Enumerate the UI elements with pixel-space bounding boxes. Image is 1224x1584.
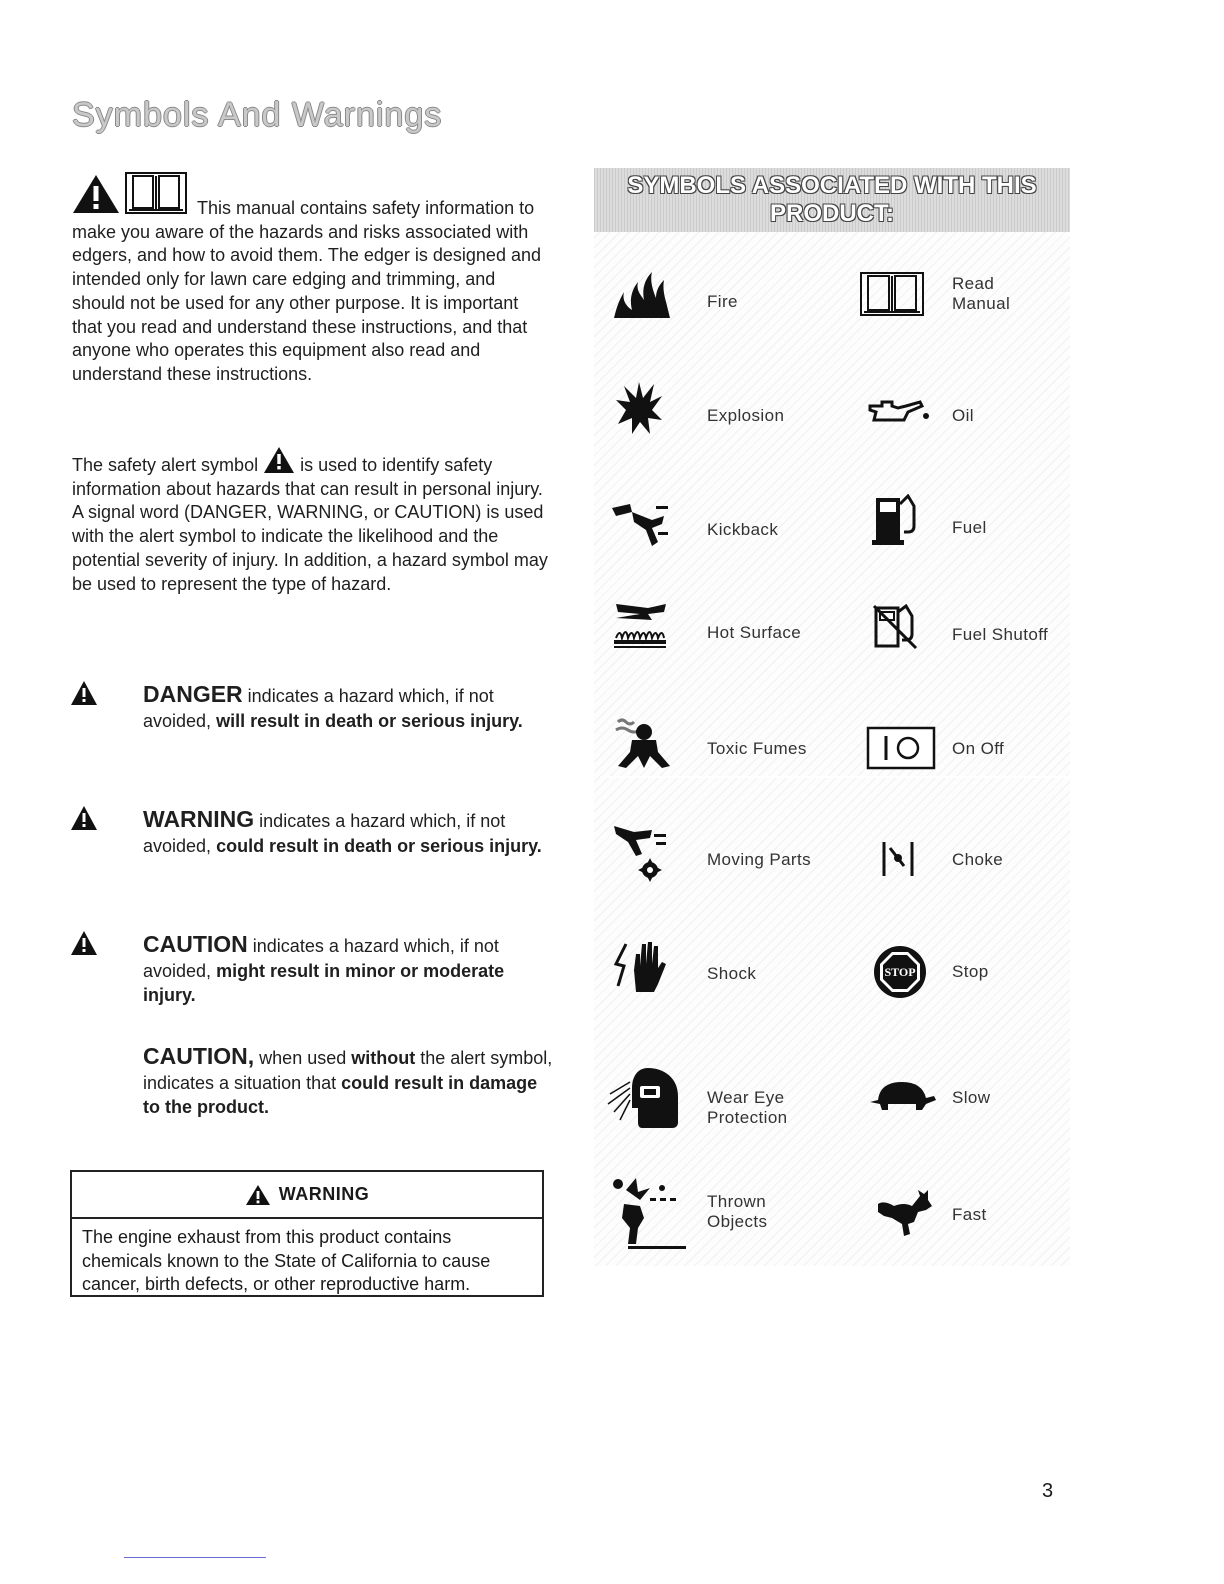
symbol-label-stop: Stop xyxy=(952,962,989,981)
symbol-label-explosion: Explosion xyxy=(707,406,785,425)
eye-protection-icon xyxy=(606,1064,684,1130)
safety-alert-icon xyxy=(245,1184,271,1206)
symbol-label-moving-parts: Moving Parts xyxy=(707,850,812,869)
safety-alert-icon xyxy=(263,446,295,474)
page-title: Symbols And Warnings xyxy=(72,96,443,134)
choke-icon xyxy=(880,838,916,878)
caution-product-definition: CAUTION, when used without the alert symbol, indicates a situation that could result in damage to the product. xyxy=(143,1043,553,1117)
warning-box-header: WARNING xyxy=(72,1172,542,1219)
page-number: 3 xyxy=(1042,1480,1054,1502)
safety-alert-paragraph: The safety alert symbol is used to identify safety information about hazards that can result in personal injury. A signal word (DANGER, WARNING, or CAUTION) is used with the alert symbol to indicate the likelihood and the potential severity of injury. In addition, a hazard symbol may be used to represent the type of hazard. xyxy=(72,446,552,596)
danger-definition: DANGER indicates a hazard which, if not avoided, will result in death or serious injury. xyxy=(143,681,523,731)
turtle-slow-icon xyxy=(866,1078,938,1114)
symbol-label-fast: Fast xyxy=(952,1205,987,1224)
symbol-label-fuel: Fuel xyxy=(952,518,987,537)
symbol-label-toxic-fumes: Toxic Fumes xyxy=(707,739,807,758)
symbol-label-read-manual: Read Manual xyxy=(952,274,1011,313)
intro-icons xyxy=(72,172,187,221)
read-manual-icon xyxy=(125,172,187,214)
safety-alert-icon xyxy=(70,805,98,831)
symbol-label-shock: Shock xyxy=(707,964,757,983)
read-manual-icon xyxy=(860,272,924,316)
kickback-icon xyxy=(612,502,672,548)
symbol-label-hot-surface: Hot Surface xyxy=(707,623,802,642)
symbol-label-slow: Slow xyxy=(952,1088,991,1107)
intro-paragraph: This manual contains safety information to make you aware of the hazards and risks associated with edgers, and how to avoid them. The edger is designed and intended only for lawn care edging and trimming, and should not be used for any other purpose. It is important that you read and understand these instructions, and that anyone who operates this equipment also read and understand these instructions. xyxy=(72,172,552,387)
symbol-label-oil: Oil xyxy=(952,406,974,425)
fuel-pump-icon xyxy=(870,494,920,546)
oil-can-icon xyxy=(868,398,930,428)
symbol-label-eye-protection: Wear Eye Protection xyxy=(707,1088,788,1127)
safety-alert-icon xyxy=(72,174,120,214)
symbol-label-kickback: Kickback xyxy=(707,520,779,539)
moving-parts-icon xyxy=(612,824,668,882)
svg-text:STOP: STOP xyxy=(884,965,916,979)
thrown-objects-icon xyxy=(610,1172,690,1252)
shock-icon xyxy=(610,940,672,996)
symbol-label-on-off: On Off xyxy=(952,739,1005,758)
symbol-label-choke: Choke xyxy=(952,850,1004,869)
hot-surface-icon xyxy=(612,600,668,650)
rabbit-fast-icon xyxy=(874,1188,934,1238)
symbol-label-fuel-shutoff: Fuel Shutoff xyxy=(952,625,1049,644)
footer-rule xyxy=(124,1557,266,1558)
symbol-label-thrown-objects: Thrown Objects xyxy=(707,1192,768,1231)
california-warning-box xyxy=(70,1170,544,1297)
explosion-icon xyxy=(614,380,664,436)
symbol-label-fire: Fire xyxy=(707,292,738,311)
fuel-shutoff-icon xyxy=(872,604,918,650)
toxic-fumes-icon xyxy=(614,718,674,770)
safety-alert-icon xyxy=(70,680,98,706)
caution-definition: CAUTION indicates a hazard which, if not avoided, might result in minor or moderate injury. xyxy=(143,931,505,1005)
panel-divider xyxy=(600,776,1070,778)
warning-definition: WARNING indicates a hazard which, if not avoided, could result in death or serious injury. xyxy=(143,806,542,856)
safety-alert-icon xyxy=(70,930,98,956)
warning-box-text: The engine exhaust from this product contains chemicals known to the State of California to cause cancer, birth defects, or other reproductive harm. xyxy=(82,1227,491,1295)
on-off-icon xyxy=(866,726,936,770)
fire-icon xyxy=(612,270,672,320)
stop-sign-icon xyxy=(872,944,928,1000)
symbols-panel-header: SYMBOLS ASSOCIATED WITH THIS PRODUCT: xyxy=(594,168,1070,232)
